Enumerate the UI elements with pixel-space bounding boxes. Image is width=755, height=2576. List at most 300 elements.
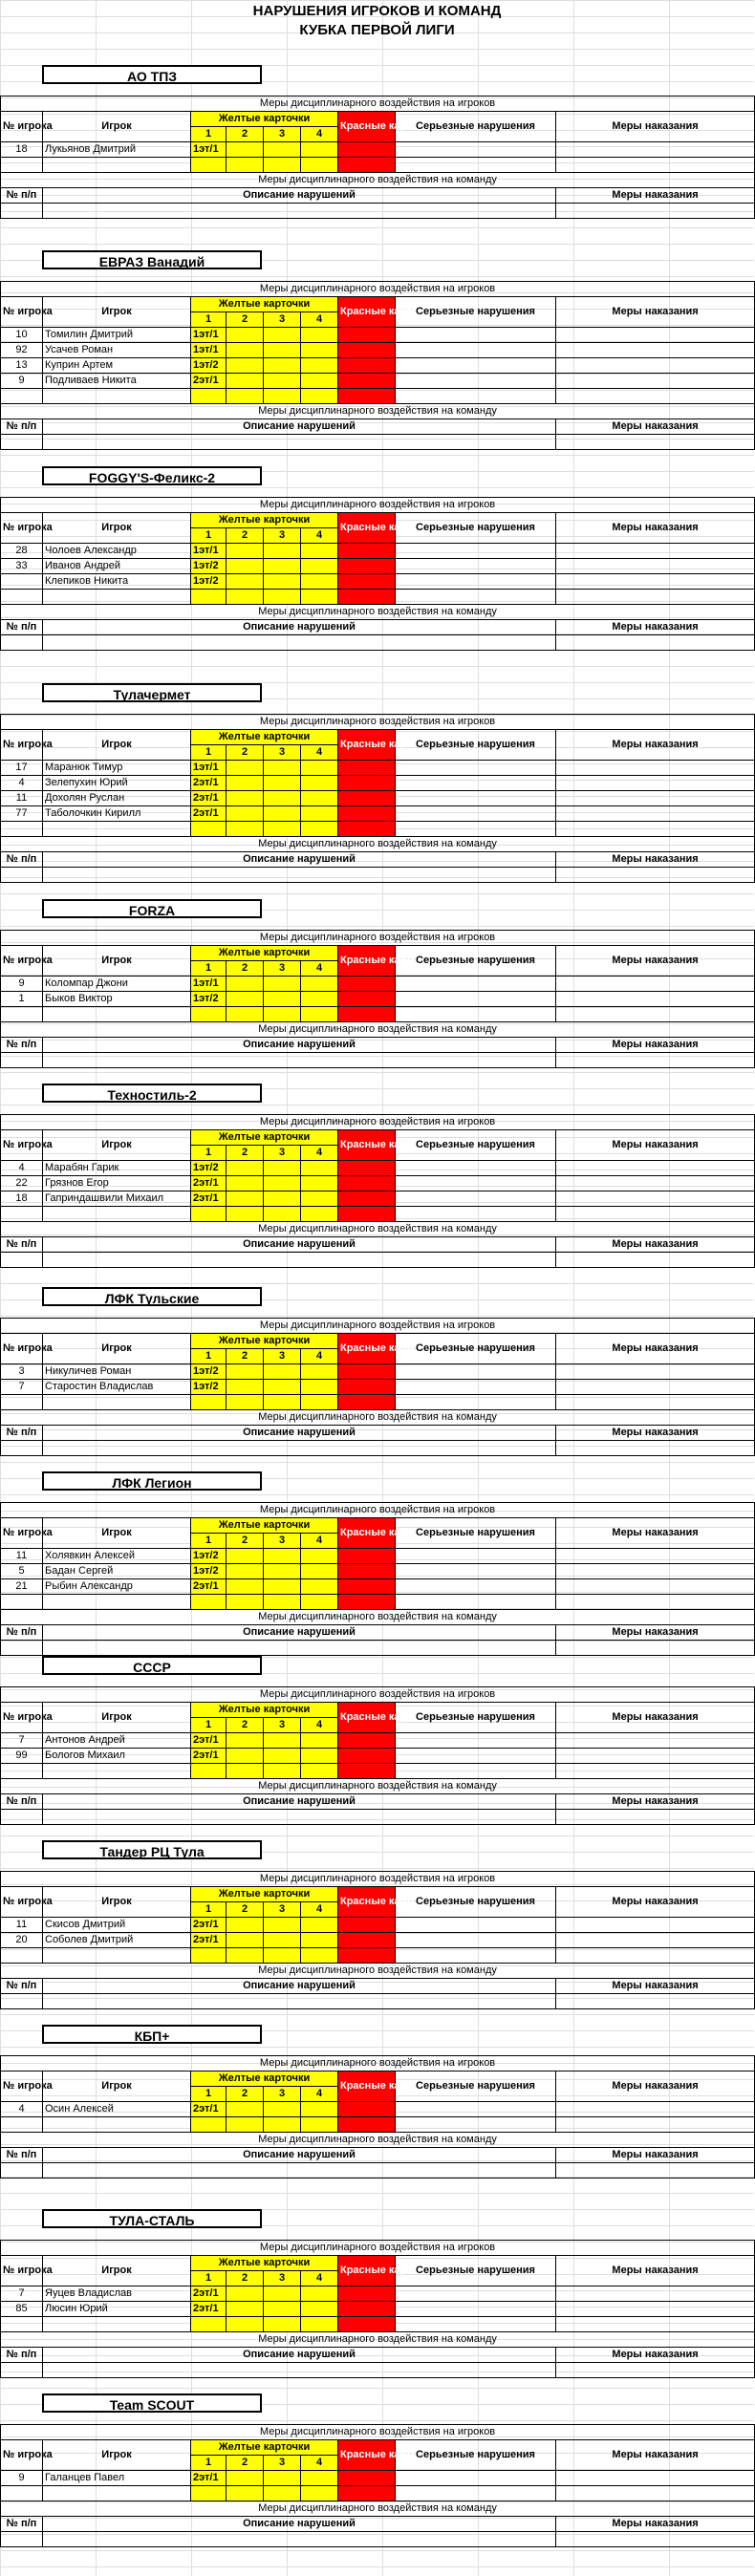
- serious-violation-cell: [396, 2486, 556, 2501]
- penalty-cell: [556, 559, 755, 574]
- serious-violation-cell: [396, 1564, 556, 1579]
- team-measures-table: [0, 403, 755, 450]
- player-name: Коломпар Джони: [43, 977, 191, 992]
- player-row: [1, 806, 755, 822]
- yellow-card-3: [264, 158, 301, 173]
- empty-cell: [43, 1810, 556, 1825]
- team-name: АО ТПЗ: [42, 65, 262, 84]
- player-measures-header: Меры дисциплинарного воздействия на игроков: [1, 282, 755, 297]
- team-penalties-header: Меры наказания: [556, 1794, 755, 1810]
- penalty-cell: [556, 2286, 755, 2302]
- yellow-card-3: [264, 1395, 301, 1410]
- player-number-header: № игрока: [1, 2440, 43, 2471]
- yellow-card-2: [226, 142, 264, 158]
- player-number-header: № игрока: [1, 2256, 43, 2286]
- yellow-cards-header: Желтые карточки: [191, 1130, 338, 1146]
- team-name: ЛФК Тульские: [42, 1287, 262, 1306]
- red-card-cell: [338, 1161, 396, 1176]
- yellow-card-2: [226, 1564, 264, 1579]
- player-row: [1, 1549, 755, 1564]
- yellow-card-4: [301, 2317, 338, 2332]
- empty-row: [1, 2317, 755, 2332]
- player-measures-table: [0, 96, 755, 173]
- red-cards-header: Красные карточки: [338, 297, 396, 328]
- team-measures-header: Меры дисциплинарного воздействия на команду: [1, 1410, 755, 1426]
- penalty-cell: [556, 1595, 755, 1610]
- yellow-card-3: [264, 1579, 301, 1595]
- empty-cell: [1, 1641, 43, 1656]
- penalty-cell: [556, 328, 755, 343]
- player-number: 18: [1, 1191, 43, 1207]
- player-number: [1, 1595, 43, 1610]
- player-row: [1, 2302, 755, 2317]
- team-penalties-header: Меры наказания: [556, 1625, 755, 1641]
- yellow-card-4: [301, 1579, 338, 1595]
- empty-cell: [1, 1994, 43, 2009]
- team-measures-header: Меры дисциплинарного воздействия на команду: [1, 1964, 755, 1979]
- yellow-col-1: 1: [191, 312, 226, 328]
- team-measures-header: Меры дисциплинарного воздействия на команду: [1, 2501, 755, 2517]
- serious-violation-cell: [396, 590, 556, 605]
- yellow-card-3: [264, 1933, 301, 1948]
- player-number: 10: [1, 328, 43, 343]
- player-measures-header: Меры дисциплинарного воздействия на игроков: [1, 1687, 755, 1703]
- penalty-cell: [556, 2302, 755, 2317]
- team-name: Техностиль-2: [42, 1084, 262, 1103]
- yellow-card-2: [226, 2471, 264, 2486]
- player-number: [1, 1207, 43, 1222]
- penalty-cell: [556, 1364, 755, 1380]
- yellow-card-1: 2эт/1: [191, 1933, 226, 1948]
- yellow-col-4: 4: [301, 745, 338, 761]
- serious-violation-cell: [396, 389, 556, 404]
- penalty-cell: [556, 1933, 755, 1948]
- yellow-col-2: 2: [226, 2456, 264, 2471]
- red-card-cell: [338, 142, 396, 158]
- yellow-card-4: [301, 358, 338, 374]
- yellow-card-1: 2эт/1: [191, 776, 226, 791]
- player-header: Игрок: [43, 513, 191, 544]
- player-number-header: № игрока: [1, 297, 43, 328]
- red-cards-header: Красные карточки: [338, 1703, 396, 1733]
- yellow-card-2: [226, 1007, 264, 1022]
- red-card-cell: [338, 2117, 396, 2133]
- penalty-cell: [556, 791, 755, 806]
- empty-cell: [43, 1053, 556, 1068]
- yellow-card-4: [301, 1733, 338, 1749]
- yellow-card-2: [226, 761, 264, 776]
- empty-cell: [1, 204, 43, 219]
- penalties-header: Меры наказания: [556, 946, 755, 977]
- red-card-cell: [338, 1380, 396, 1395]
- player-number: 28: [1, 544, 43, 559]
- penalty-cell: [556, 142, 755, 158]
- player-number-header: № игрока: [1, 946, 43, 977]
- team-measures-header: Меры дисциплинарного воздействия на команду: [1, 837, 755, 852]
- pp-number-header: № п/п: [1, 2148, 43, 2163]
- yellow-col-1: 1: [191, 2271, 226, 2286]
- empty-cell: [1, 2532, 43, 2547]
- player-name: Гаприндашвили Михаил: [43, 1191, 191, 1207]
- yellow-cards-header: Желтые карточки: [191, 2072, 338, 2087]
- yellow-card-4: [301, 328, 338, 343]
- player-number: 3: [1, 1364, 43, 1380]
- player-name: Куприн Артем: [43, 358, 191, 374]
- yellow-card-1: 2эт/1: [191, 374, 226, 389]
- player-measures-table: [0, 930, 755, 1022]
- red-card-cell: [338, 590, 396, 605]
- empty-row: [1, 158, 755, 173]
- penalties-header: Меры наказания: [556, 1703, 755, 1733]
- player-name: Никуличев Роман: [43, 1364, 191, 1380]
- serious-violation-cell: [396, 776, 556, 791]
- description-header: Описание нарушений: [43, 188, 556, 204]
- yellow-card-4: [301, 1380, 338, 1395]
- empty-cell: [556, 1994, 755, 2009]
- player-name: Холявкин Алексей: [43, 1549, 191, 1564]
- yellow-card-1: 2эт/1: [191, 1918, 226, 1933]
- yellow-card-4: [301, 158, 338, 173]
- yellow-card-2: [226, 1191, 264, 1207]
- penalty-cell: [556, 992, 755, 1007]
- yellow-card-1: 1эт/1: [191, 761, 226, 776]
- team-penalties-header: Меры наказания: [556, 852, 755, 868]
- team-penalties-header: Меры наказания: [556, 1038, 755, 1053]
- team-measures-table: [0, 836, 755, 883]
- serious-violation-cell: [396, 1395, 556, 1410]
- yellow-card-4: [301, 761, 338, 776]
- player-name: [43, 389, 191, 404]
- player-number: 99: [1, 1749, 43, 1764]
- player-row: [1, 1161, 755, 1176]
- team-measures-table: [0, 2501, 755, 2547]
- yellow-card-3: [264, 2471, 301, 2486]
- serious-violation-cell: [396, 328, 556, 343]
- empty-cell: [43, 868, 556, 883]
- team-penalties-header: Меры наказания: [556, 620, 755, 635]
- yellow-card-2: [226, 1161, 264, 1176]
- yellow-card-1: 2эт/1: [191, 1749, 226, 1764]
- yellow-col-2: 2: [226, 1349, 264, 1364]
- yellow-cards-header: Желтые карточки: [191, 1887, 338, 1902]
- yellow-card-1: [191, 389, 226, 404]
- description-header: Описание нарушений: [43, 1979, 556, 1994]
- yellow-col-1: 1: [191, 2087, 226, 2102]
- empty-cell: [1, 635, 43, 651]
- yellow-card-1: 1эт/2: [191, 574, 226, 590]
- yellow-card-4: [301, 822, 338, 837]
- player-number: [1, 2486, 43, 2501]
- yellow-card-1: 2эт/1: [191, 1733, 226, 1749]
- player-name: Таболочкин Кирилл: [43, 806, 191, 822]
- team-penalties-header: Меры наказания: [556, 2148, 755, 2163]
- player-name: [43, 2317, 191, 2332]
- yellow-card-3: [264, 1176, 301, 1191]
- serious-violation-cell: [396, 1733, 556, 1749]
- yellow-card-3: [264, 358, 301, 374]
- yellow-col-1: 1: [191, 961, 226, 977]
- player-name: Грязнов Егор: [43, 1176, 191, 1191]
- yellow-card-2: [226, 343, 264, 358]
- red-card-cell: [338, 1933, 396, 1948]
- player-number: 85: [1, 2302, 43, 2317]
- serious-violation-cell: [396, 1176, 556, 1191]
- team-name: Тандер РЦ Тула: [42, 1840, 262, 1859]
- yellow-card-1: 1эт/2: [191, 1380, 226, 1395]
- serious-violation-cell: [396, 559, 556, 574]
- player-number-header: № игрока: [1, 1130, 43, 1161]
- empty-cell: [1, 435, 43, 450]
- yellow-card-4: [301, 1191, 338, 1207]
- pp-number-header: № п/п: [1, 2348, 43, 2363]
- penalty-cell: [556, 1764, 755, 1779]
- player-name: Лукьянов Дмитрий: [43, 142, 191, 158]
- yellow-col-3: 3: [264, 961, 301, 977]
- player-row: [1, 2102, 755, 2117]
- serious-violation-cell: [396, 1364, 556, 1380]
- serious-violation-cell: [396, 2471, 556, 2486]
- yellow-cards-header: Желтые карточки: [191, 2440, 338, 2456]
- yellow-col-3: 3: [264, 2271, 301, 2286]
- serious-violation-cell: [396, 1948, 556, 1964]
- serious-violation-cell: [396, 2102, 556, 2117]
- penalties-header: Меры наказания: [556, 730, 755, 761]
- penalties-header: Меры наказания: [556, 112, 755, 142]
- yellow-card-4: [301, 2286, 338, 2302]
- description-header: Описание нарушений: [43, 1794, 556, 1810]
- empty-cell: [43, 2363, 556, 2378]
- yellow-card-2: [226, 977, 264, 992]
- player-number-header: № игрока: [1, 1334, 43, 1364]
- player-number-header: № игрока: [1, 1703, 43, 1733]
- yellow-col-2: 2: [226, 961, 264, 977]
- team-penalties-header: Меры наказания: [556, 1426, 755, 1441]
- yellow-card-3: [264, 977, 301, 992]
- serious-violations-header: Серьезные нарушения: [396, 1334, 556, 1364]
- yellow-col-2: 2: [226, 1534, 264, 1549]
- red-card-cell: [338, 1749, 396, 1764]
- player-row: [1, 544, 755, 559]
- penalties-header: Меры наказания: [556, 2256, 755, 2286]
- serious-violation-cell: [396, 806, 556, 822]
- yellow-cards-header: Желтые карточки: [191, 513, 338, 528]
- player-name: Скисов Дмитрий: [43, 1918, 191, 1933]
- yellow-card-3: [264, 1380, 301, 1395]
- yellow-card-3: [264, 389, 301, 404]
- yellow-col-4: 4: [301, 1902, 338, 1918]
- empty-cell: [1, 1810, 43, 1825]
- penalties-header: Меры наказания: [556, 297, 755, 328]
- player-header: Игрок: [43, 1334, 191, 1364]
- yellow-card-3: [264, 1564, 301, 1579]
- yellow-col-2: 2: [226, 1146, 264, 1161]
- description-header: Описание нарушений: [43, 852, 556, 868]
- team-measures-header: Меры дисциплинарного воздействия на команду: [1, 1779, 755, 1794]
- player-name: Старостин Владислав: [43, 1380, 191, 1395]
- red-card-cell: [338, 1733, 396, 1749]
- yellow-col-4: 4: [301, 2456, 338, 2471]
- yellow-col-3: 3: [264, 312, 301, 328]
- description-header: Описание нарушений: [43, 419, 556, 435]
- player-name: Галанцев Павел: [43, 2471, 191, 2486]
- player-measures-table: [0, 1686, 755, 1779]
- team-penalties-header: Меры наказания: [556, 419, 755, 435]
- empty-cell: [43, 2163, 556, 2179]
- red-card-cell: [338, 1564, 396, 1579]
- yellow-col-1: 1: [191, 528, 226, 544]
- team-name: СССР: [42, 1656, 262, 1675]
- serious-violations-header: Серьезные нарушения: [396, 1703, 556, 1733]
- serious-violation-cell: [396, 343, 556, 358]
- yellow-card-4: [301, 590, 338, 605]
- team-name: ЛФК Легион: [42, 1471, 262, 1491]
- player-number: 7: [1, 2286, 43, 2302]
- pp-number-header: № п/п: [1, 1979, 43, 1994]
- player-row: [1, 374, 755, 389]
- empty-cell: [43, 204, 556, 219]
- yellow-card-1: 2эт/1: [191, 1191, 226, 1207]
- empty-row: [1, 822, 755, 837]
- red-card-cell: [338, 761, 396, 776]
- player-number: [1, 158, 43, 173]
- yellow-cards-header: Желтые карточки: [191, 1518, 338, 1534]
- yellow-card-4: [301, 544, 338, 559]
- penalty-cell: [556, 158, 755, 173]
- player-name: Осин Алексей: [43, 2102, 191, 2117]
- yellow-col-3: 3: [264, 1349, 301, 1364]
- yellow-card-2: [226, 1380, 264, 1395]
- red-card-cell: [338, 806, 396, 822]
- yellow-card-3: [264, 1918, 301, 1933]
- yellow-card-4: [301, 343, 338, 358]
- player-name: Иванов Андрей: [43, 559, 191, 574]
- penalty-cell: [556, 389, 755, 404]
- serious-violation-cell: [396, 1380, 556, 1395]
- yellow-card-1: 1эт/1: [191, 544, 226, 559]
- yellow-card-4: [301, 2486, 338, 2501]
- yellow-card-3: [264, 1007, 301, 1022]
- team-measures-table: [0, 1409, 755, 1456]
- red-card-cell: [338, 374, 396, 389]
- serious-violation-cell: [396, 1918, 556, 1933]
- empty-cell: [43, 1253, 556, 1268]
- yellow-cards-header: Желтые карточки: [191, 730, 338, 745]
- penalty-cell: [556, 1549, 755, 1564]
- player-measures-header: Меры дисциплинарного воздействия на игроков: [1, 97, 755, 112]
- empty-cell: [1, 2363, 43, 2378]
- yellow-cards-header: Желтые карточки: [191, 112, 338, 127]
- player-measures-header: Меры дисциплинарного воздействия на игроков: [1, 1319, 755, 1334]
- player-number-header: № игрока: [1, 730, 43, 761]
- player-number: 4: [1, 776, 43, 791]
- player-number: 13: [1, 358, 43, 374]
- serious-violation-cell: [396, 761, 556, 776]
- penalty-cell: [556, 1176, 755, 1191]
- pp-number-header: № п/п: [1, 1237, 43, 1253]
- serious-violation-cell: [396, 1749, 556, 1764]
- player-header: Игрок: [43, 1703, 191, 1733]
- player-number: 1: [1, 992, 43, 1007]
- yellow-card-4: [301, 389, 338, 404]
- yellow-card-3: [264, 2117, 301, 2133]
- player-name: Усачев Роман: [43, 343, 191, 358]
- penalty-cell: [556, 2471, 755, 2486]
- empty-cell: [556, 204, 755, 219]
- description-header: Описание нарушений: [43, 1237, 556, 1253]
- team-penalties-header: Меры наказания: [556, 1979, 755, 1994]
- empty-cell: [43, 1441, 556, 1456]
- red-card-cell: [338, 158, 396, 173]
- page-title-line-1: НАРУШЕНИЯ ИГРОКОВ И КОМАНД: [252, 3, 502, 19]
- yellow-card-2: [226, 559, 264, 574]
- penalty-cell: [556, 1380, 755, 1395]
- penalty-cell: [556, 1918, 755, 1933]
- serious-violations-header: Серьезные нарушения: [396, 730, 556, 761]
- description-header: Описание нарушений: [43, 1625, 556, 1641]
- red-card-cell: [338, 977, 396, 992]
- team-penalties-header: Меры наказания: [556, 188, 755, 204]
- player-name: Рыбин Александр: [43, 1579, 191, 1595]
- yellow-card-1: [191, 822, 226, 837]
- player-number: 7: [1, 1380, 43, 1395]
- player-measures-header: Меры дисциплинарного воздействия на игроков: [1, 1503, 755, 1518]
- serious-violations-header: Серьезные нарушения: [396, 946, 556, 977]
- player-name: [43, 1395, 191, 1410]
- empty-cell: [43, 2532, 556, 2547]
- team-measures-table: [0, 1963, 755, 2009]
- player-row: [1, 1176, 755, 1191]
- yellow-cards-header: Желтые карточки: [191, 946, 338, 961]
- player-row: [1, 977, 755, 992]
- yellow-card-2: [226, 2486, 264, 2501]
- player-name: [43, 158, 191, 173]
- player-number: 5: [1, 1564, 43, 1579]
- yellow-card-4: [301, 1395, 338, 1410]
- empty-cell: [556, 1441, 755, 1456]
- player-name: [43, 1207, 191, 1222]
- empty-cell: [556, 2163, 755, 2179]
- penalty-cell: [556, 761, 755, 776]
- yellow-col-2: 2: [226, 745, 264, 761]
- pp-number-header: № п/п: [1, 1426, 43, 1441]
- yellow-col-3: 3: [264, 1902, 301, 1918]
- yellow-col-4: 4: [301, 1534, 338, 1549]
- yellow-card-3: [264, 761, 301, 776]
- yellow-card-4: [301, 992, 338, 1007]
- red-cards-header: Красные карточки: [338, 2256, 396, 2286]
- player-number: [1, 2317, 43, 2332]
- yellow-card-1: 2эт/1: [191, 806, 226, 822]
- serious-violations-header: Серьезные нарушения: [396, 1130, 556, 1161]
- red-cards-header: Красные карточки: [338, 2440, 396, 2471]
- player-number: [1, 574, 43, 590]
- team-measures-table: [0, 604, 755, 651]
- yellow-card-2: [226, 1764, 264, 1779]
- yellow-card-3: [264, 1749, 301, 1764]
- empty-cell: [556, 2363, 755, 2378]
- yellow-card-1: 2эт/1: [191, 2302, 226, 2317]
- yellow-card-4: [301, 1749, 338, 1764]
- yellow-col-2: 2: [226, 2087, 264, 2102]
- yellow-cards-header: Желтые карточки: [191, 2256, 338, 2271]
- yellow-col-2: 2: [226, 528, 264, 544]
- yellow-card-2: [226, 822, 264, 837]
- empty-row: [1, 1007, 755, 1022]
- serious-violation-cell: [396, 822, 556, 837]
- penalty-cell: [556, 1395, 755, 1410]
- yellow-col-1: 1: [191, 1349, 226, 1364]
- yellow-card-3: [264, 1364, 301, 1380]
